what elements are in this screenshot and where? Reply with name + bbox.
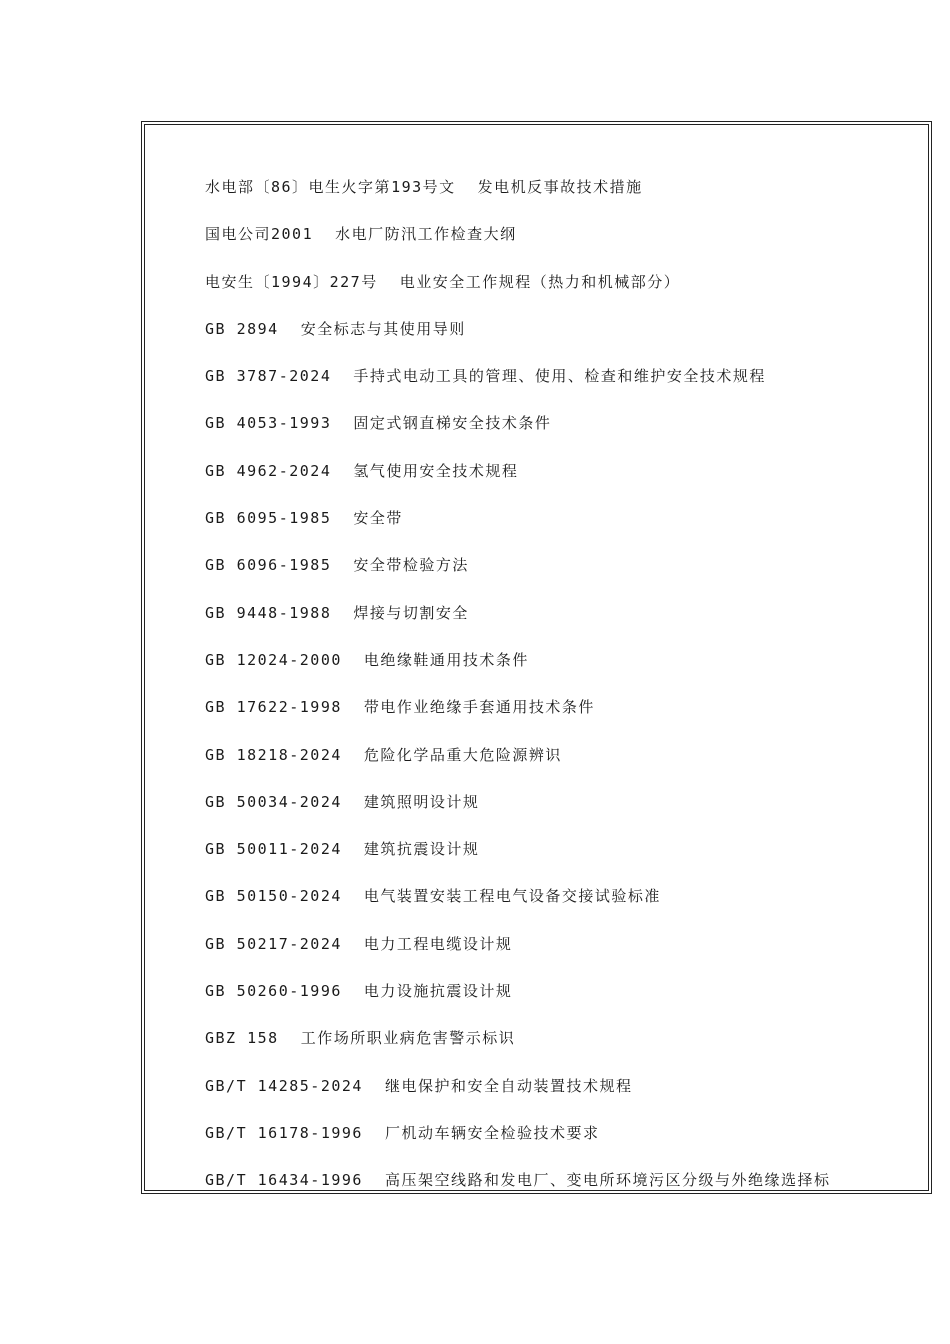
standard-title: 高压架空线路和发电厂、变电所环境污区分级与外绝缘选择标 — [384, 1171, 831, 1190]
standard-title: 电力工程电缆设计规 — [363, 934, 513, 953]
list-item — [205, 1026, 830, 1073]
standard-code: GB/T 16178-1996 — [205, 1123, 363, 1142]
standard-title: 工作场所职业病危害警示标识 — [300, 1029, 516, 1048]
standard-code: GBZ 158 — [205, 1029, 279, 1048]
standard-title: 安全带 — [353, 509, 403, 528]
standard-code: 国电公司2001 — [205, 225, 314, 244]
standard-title: 固定式钢直梯安全技术条件 — [353, 414, 552, 433]
standard-code: GB 12024-2000 — [205, 650, 342, 669]
standard-code: GB 18218-2024 — [205, 745, 342, 764]
list-item — [205, 884, 830, 931]
standard-title: 水电厂防汛工作检查大纲 — [335, 225, 517, 244]
list-item — [205, 222, 830, 269]
standard-code: GB 6096-1985 — [205, 556, 332, 575]
standard-code: GB 50217-2024 — [205, 934, 342, 953]
standard-title: 带电作业绝缘手套通用技术条件 — [363, 698, 595, 717]
standard-code: 水电部〔86〕电生火字第193号文 — [205, 178, 456, 196]
standard-code: GB 3787-2024 — [205, 367, 332, 386]
list-item — [205, 553, 830, 600]
standard-code: GB 50034-2024 — [205, 792, 342, 811]
standard-title: 建筑照明设计规 — [363, 792, 480, 811]
list-item — [205, 790, 830, 837]
standard-code: GB 50150-2024 — [205, 887, 342, 906]
list-item — [205, 648, 830, 695]
standard-code: GB 4962-2024 — [205, 461, 332, 480]
standard-code: 电安生〔1994〕227号 — [205, 272, 378, 291]
standard-title: 电气装置安装工程电气设备交接试验标准 — [363, 887, 661, 906]
standard-title: 建筑抗震设计规 — [363, 840, 480, 859]
standard-title: 发电机反事故技术措施 — [477, 178, 643, 196]
list-item — [205, 837, 830, 884]
standard-code: GB 6095-1985 — [205, 509, 332, 528]
standard-code: GB 50011-2024 — [205, 840, 342, 859]
list-item — [205, 1121, 830, 1168]
list-item — [205, 459, 830, 506]
list-item — [205, 601, 830, 648]
standard-title: 氢气使用安全技术规程 — [353, 461, 519, 480]
list-item — [205, 743, 830, 790]
list-item — [205, 270, 830, 317]
standard-code: GB/T 14285-2024 — [205, 1076, 363, 1095]
standard-title: 焊接与切割安全 — [353, 603, 469, 622]
standard-code: GB 50260-1996 — [205, 982, 342, 1001]
list-item — [205, 175, 830, 222]
list-item — [205, 506, 830, 553]
standard-title: 手持式电动工具的管理、使用、检查和维护安全技术规程 — [353, 367, 766, 386]
list-item — [205, 1168, 830, 1191]
standard-title: 厂机动车辆安全检验技术要求 — [384, 1123, 600, 1142]
standard-code: GB 4053-1993 — [205, 414, 332, 433]
standard-code: GB 9448-1988 — [205, 603, 332, 622]
document-frame — [144, 124, 929, 1191]
standard-code: GB 2894 — [205, 319, 279, 338]
list-item — [205, 364, 830, 411]
list-item — [205, 1074, 830, 1121]
standard-title: 安全带检验方法 — [353, 556, 469, 575]
standard-title: 危险化学品重大危险源辨识 — [363, 745, 562, 764]
standard-code: GB/T 16434-1996 — [205, 1171, 363, 1190]
list-item — [205, 411, 830, 458]
standard-title: 电力设施抗震设计规 — [363, 982, 513, 1001]
standard-title: 电业安全工作规程（热力和机械部分） — [399, 272, 681, 291]
standard-code: GB 17622-1998 — [205, 698, 342, 717]
standard-title: 安全标志与其使用导则 — [300, 319, 466, 338]
standards-list — [205, 175, 830, 1191]
list-item — [205, 932, 830, 979]
list-item — [205, 317, 830, 364]
list-item — [205, 979, 830, 1026]
list-item — [205, 695, 830, 742]
standard-title: 电绝缘鞋通用技术条件 — [363, 650, 529, 669]
standard-title: 继电保护和安全自动装置技术规程 — [384, 1076, 633, 1095]
